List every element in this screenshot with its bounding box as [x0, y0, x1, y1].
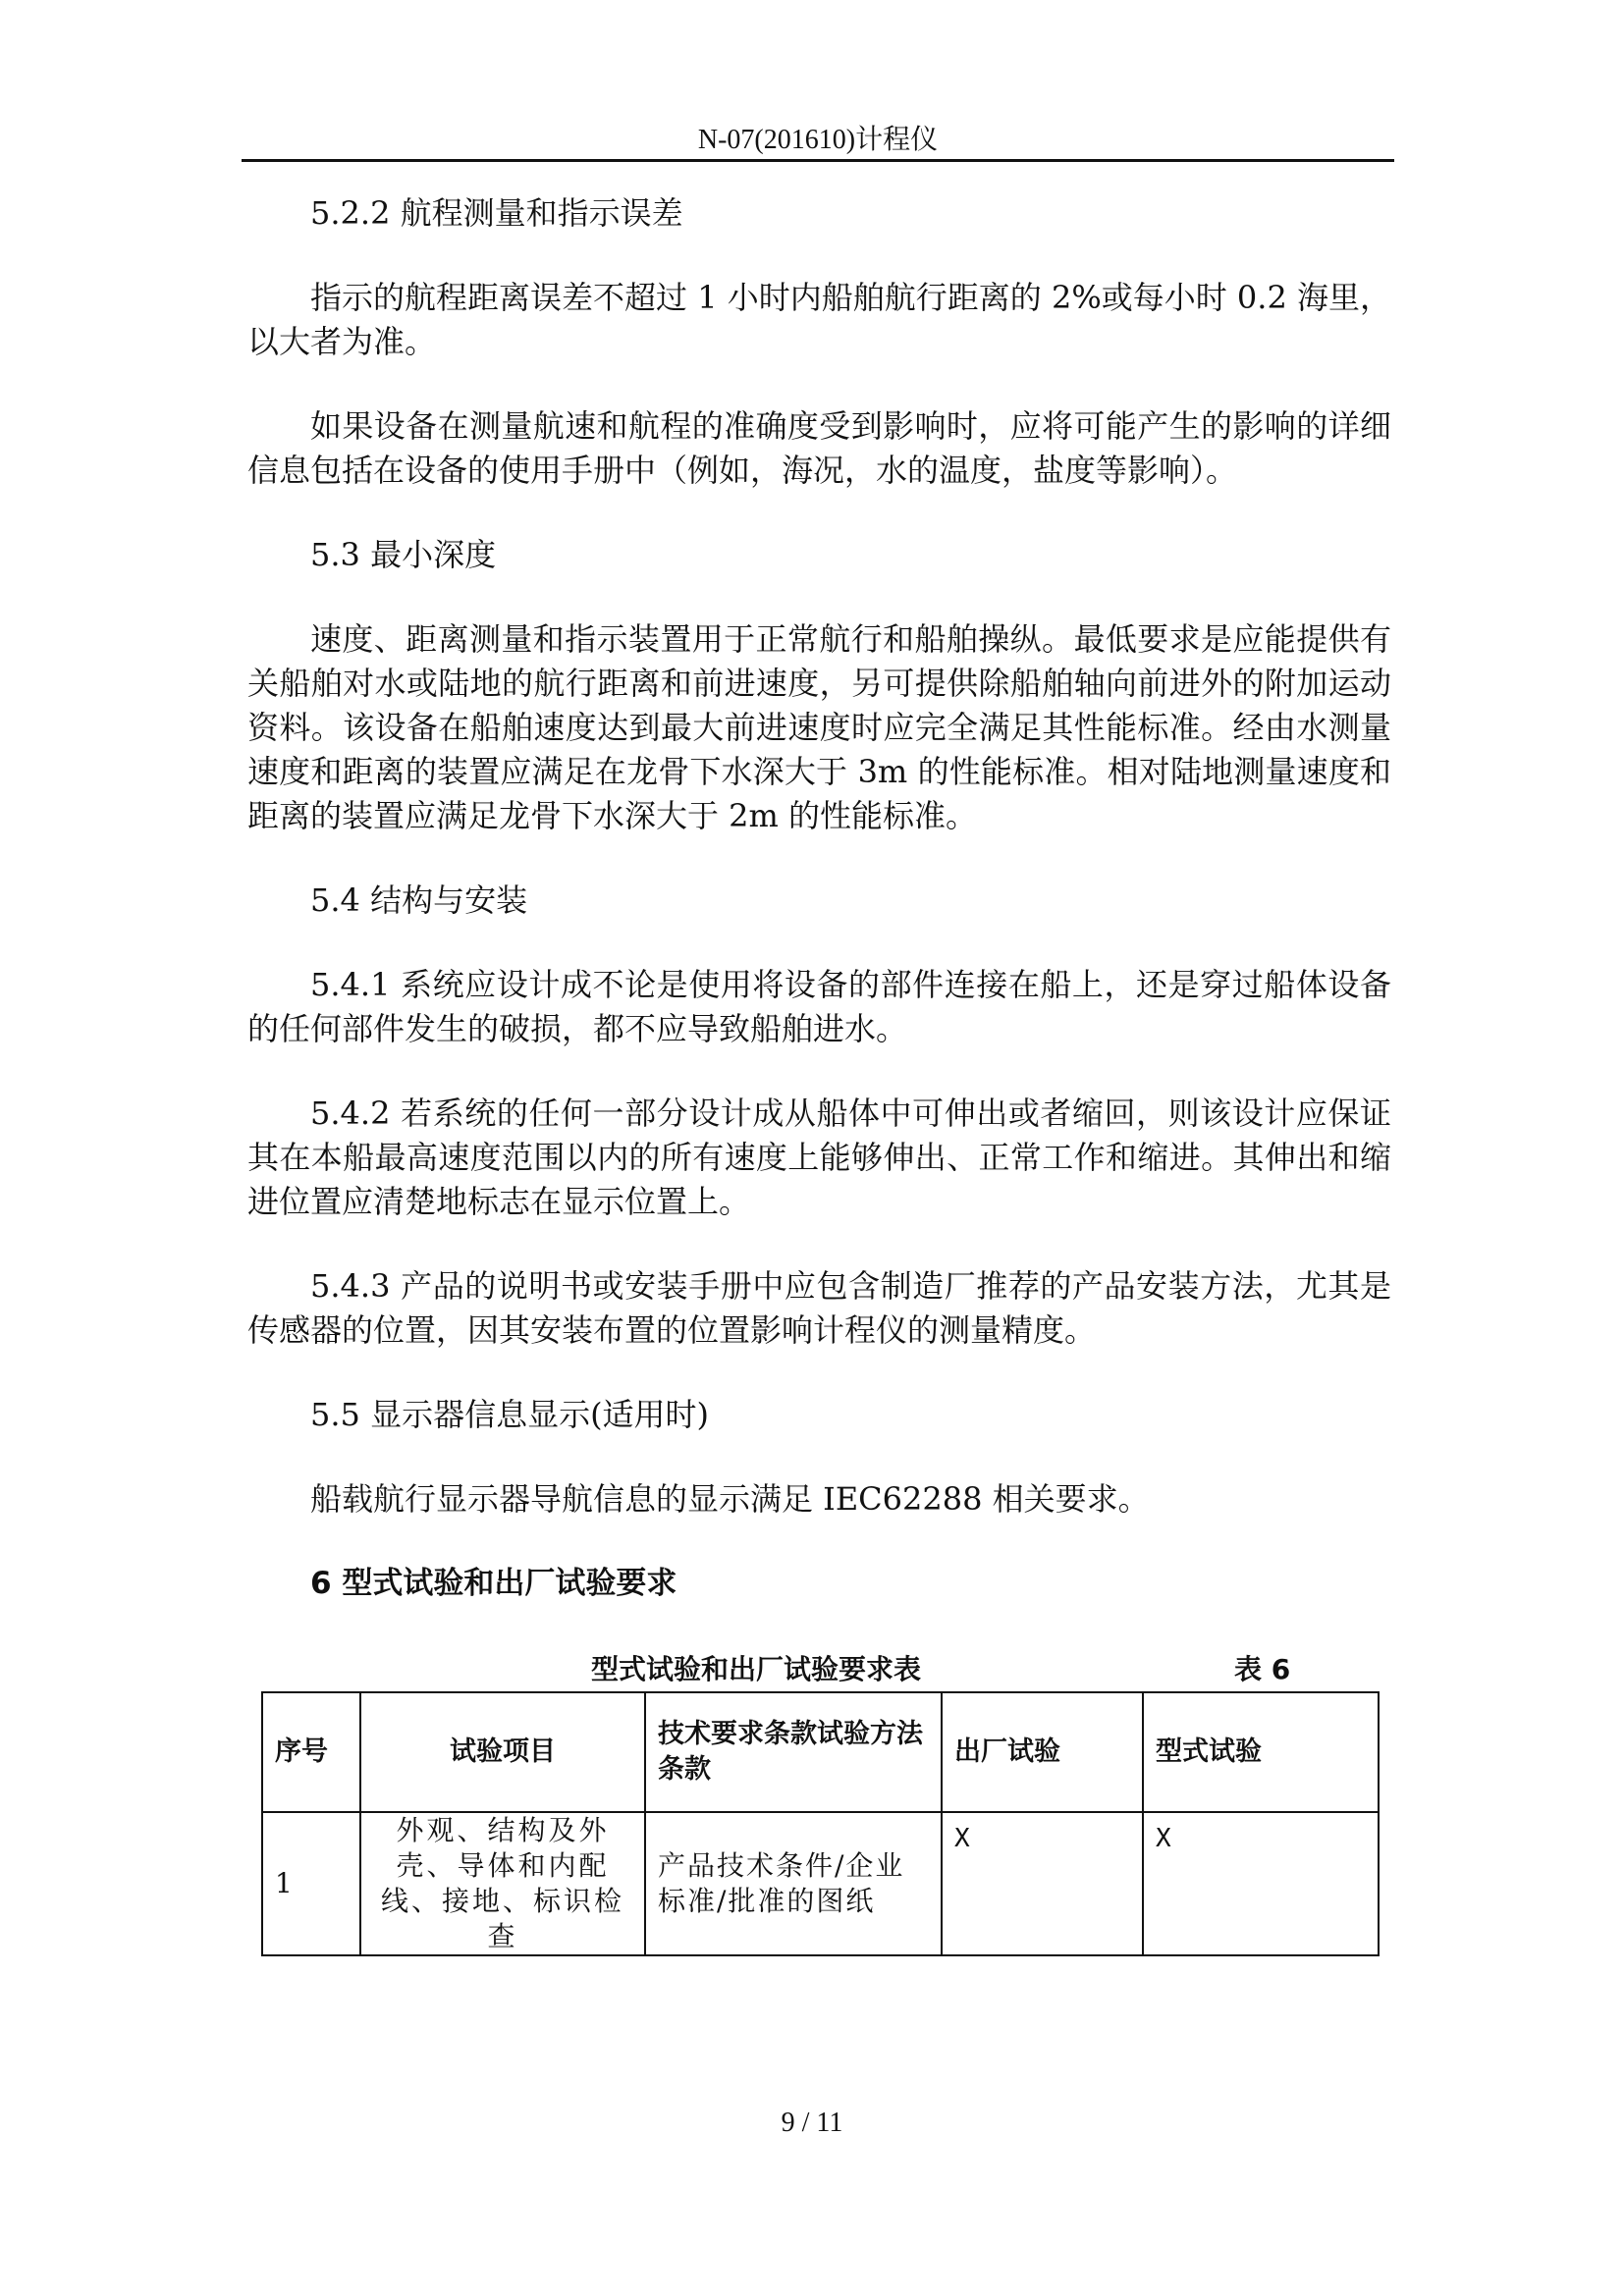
section-heading-5-2-2: 5.2.2 航程测量和指示误差: [310, 194, 683, 232]
cell-factory-test: X: [942, 1812, 1143, 1955]
chapter-heading-6: 6 型式试验和出厂试验要求: [310, 1566, 677, 1601]
section-heading-5-4: 5.4 结构与安装: [310, 881, 528, 919]
cell-item: 外观、结构及外壳、导体和内配线、接地、标识检查: [360, 1812, 645, 1955]
table-number: 表 6: [1234, 1653, 1291, 1685]
paragraph: 船载航行显示器导航信息的显示满足 IEC62288 相关要求。: [310, 1480, 1150, 1518]
page-header: [242, 110, 1394, 162]
header-title: N-07(201610)计程仪: [697, 125, 939, 155]
paragraph: 5.4.1 系统应设计成不论是使用将设备的部件连接在船上，还是穿过船体设备的任何部件发生的破损，都不应导致船舶进水。: [247, 966, 1391, 1047]
header-factory-test: 出厂试验: [942, 1692, 1143, 1812]
cell-seq: 1: [262, 1812, 360, 1955]
paragraph: 如果设备在测量航速和航程的准确度受到影响时，应将可能产生的影响的详细信息包括在设备的使用手册中（例如，海况，水的温度，盐度等影响）。: [247, 407, 1391, 489]
table-row: [262, 1812, 1379, 1955]
page-number: 9 / 11: [781, 2108, 843, 2138]
paragraph: 速度、距离测量和指示装置用于正常航行和船舶操纵。最低要求是应能提供有关船舶对水或陆地的航行距离和前进速度，另可提供除船舶轴向前进外的附加运动资料。该设备在船舶速度达到最大前进速度时应完全满足其性能标准。经由水测量速度和距离的装置应满足在龙骨下水深大于 3m 的性能标准。相对陆地测量速度和距离的装置应满足龙骨下水深大于 2m 的性能标准。: [247, 620, 1391, 834]
table-title: 型式试验和出厂试验要求表: [591, 1653, 922, 1685]
paragraph: 5.4.2 若系统的任何一部分设计成从船体中可伸出或者缩回，则该设计应保证其在本船最高速度范围以内的所有速度上能够伸出、正常工作和缩进。其伸出和缩进位置应清楚地标志在显示位置上。: [247, 1095, 1391, 1220]
paragraph: 指示的航程距离误差不超过 1 小时内船舶航行距离的 2%或每小时 0.2 海里，以大者为准。: [247, 279, 1391, 360]
header-item: 试验项目: [360, 1692, 645, 1812]
paragraph: 5.4.3 产品的说明书或安装手册中应包含制造厂推荐的产品安装方法，尤其是传感器的位置，因其安装布置的位置影响计程仪的测量精度。: [247, 1267, 1391, 1349]
header-seq: 序号: [262, 1692, 360, 1812]
cell-type-test: X: [1143, 1812, 1379, 1955]
header-clause: 技术要求条款试验方法条款: [645, 1692, 942, 1812]
section-heading-5-5: 5.5 显示器信息显示(适用时): [310, 1396, 710, 1433]
header-type-test: 型式试验: [1143, 1692, 1379, 1812]
cell-clause: 产品技术条件/企业标准/批准的图纸: [645, 1812, 942, 1955]
test-requirements-table: [261, 1691, 1380, 1956]
document-body: [247, 191, 1391, 1956]
table-caption: [247, 1646, 1391, 1691]
section-heading-5-3: 5.3 最小深度: [310, 536, 497, 573]
table-header-row: [262, 1692, 1379, 1812]
